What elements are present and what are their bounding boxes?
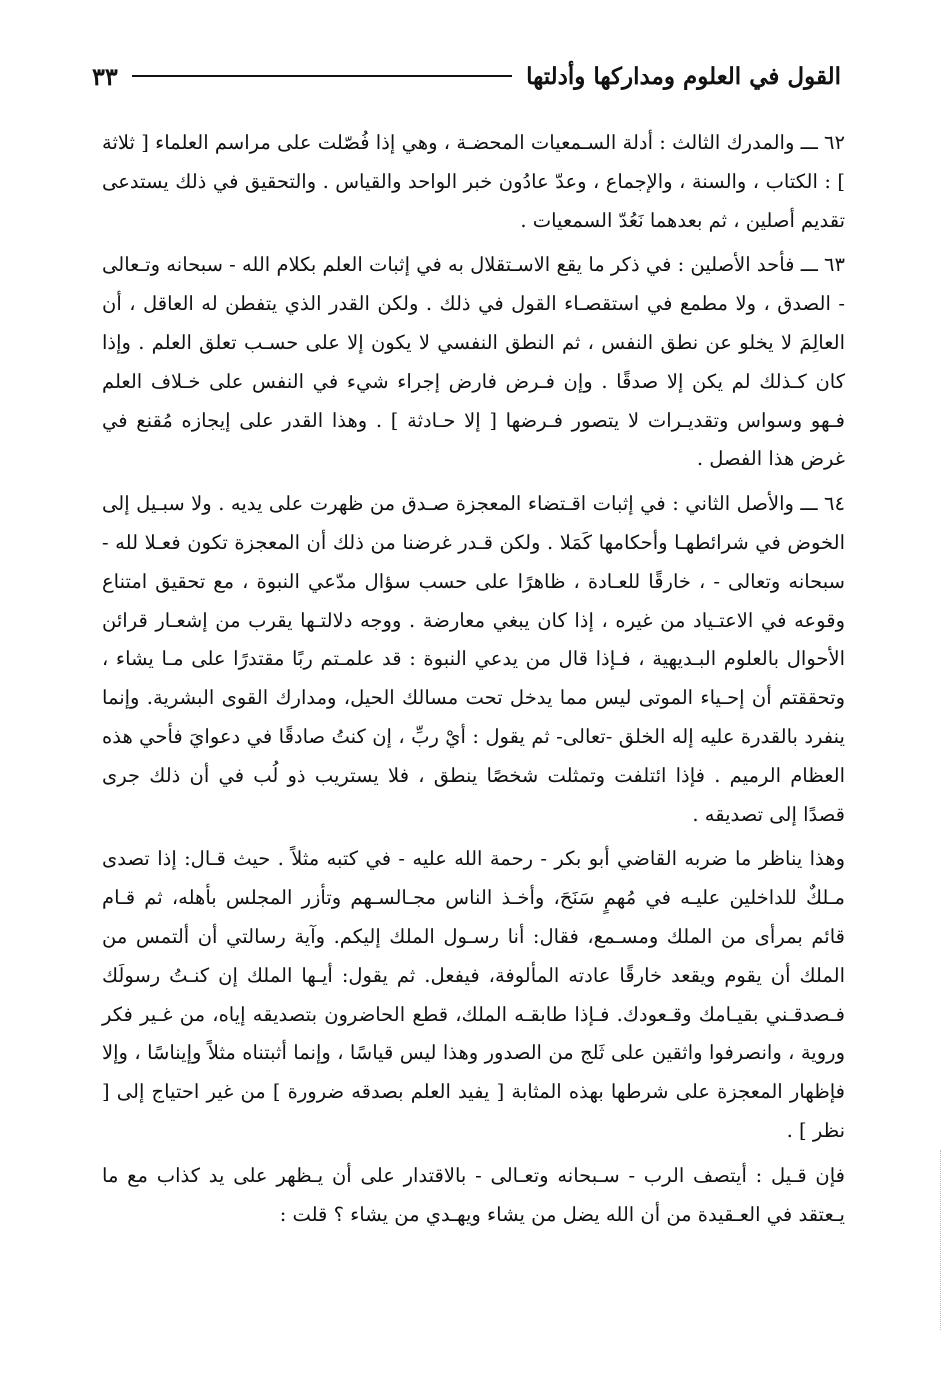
paragraph-text: والمدرك الثالث : أدلة السـمعيات المحضـة ، وهي إذا فُصّلت على مراسم العلماء [ ثلاثة ] : الكتاب ، والسنة ، والإجماع ، وعدّ عادُون خبر الواحد والقياس . والتحقيق في ذلك يستدعى تقديم أصلين ، ثم بعدهما نَعُدّ السمعيات . [102, 131, 845, 232]
paragraph-64 [102, 485, 845, 834]
page-number: ٣٣ [92, 61, 118, 91]
paragraph-number: ٦٢ ـــ [800, 131, 845, 154]
paragraph-number: ٦٤ ـــ [800, 492, 845, 516]
paragraph-number: ٦٣ ـــ [800, 253, 845, 277]
paragraph-text: وهذا يناظر ما ضربه القاضي أبو بكر - رحمة الله عليه - في كتبه مثلاً . حيث قـال: إذا تصدى مـلكٌ للداخلين عليـه في مُهمٍ سَنَحَ، وأخـذ الناس مجـالسـهم وتأزر المجلس بأهله، ثم قـام قائم بمرأى من الملك ومسـمع، فقال: أنا رسـول الملك إليكم. وآية رسالتي أن ألتمس من الملك أن يقوم ويقعد خارقًا عادته المألوفة، فيفعل. ثم يقول: أيـها الملك إن كنـتُ رسولَك فـصدقـني بقيـامك وقـعودك. فـإذا طابقـه الملك، قطع الحاضرون بتصديقه إياه، من غـير فكر وروية ، وانصرفوا واثقين على ثَلج من الصدور وهذا ليس قياسًا ، وإنما أثبتناه مثلاً وإيناسًا ، وإلا فإظهار المعجزة على شرطها بهذه المثابة [ يفيد العلم بصدقه ضرورة ] من غير احتياج إلى [ نظر ] . [102, 847, 845, 1142]
page-body [102, 124, 845, 1240]
paragraph-objection [102, 1157, 845, 1235]
paragraph-analogy [102, 840, 845, 1150]
paragraph-text: فإن قـيل : أيتصف الرب - سـبحانه وتعـالى - بالاقتدار على أن يـظهر على يد كذاب مع ما يـعتقد في العـقيدة من أن الله يضل من يشاء ويهـدي من يشاء ؟ قلت : [102, 1163, 845, 1226]
paragraph-63 [102, 246, 845, 479]
header-rule [132, 75, 512, 77]
running-title: القول في العلوم ومداركها وأدلتها [526, 62, 841, 90]
paragraph-text: فأحد الأصلين : في ذكر ما يقع الاسـتقلال به في إثبات العلم بكلام الله - سبحانه وتـعالى - الصدق ، ولا مطمع في استقصـاء القول في ذلك . ولكن القدر الذي يتفطن له العاقل ، أن العالِمَ لا يخلو عن نطق النفس ، ثم النطق النفسي لا يكون إلا على حسـب تعلق العلم . وإذا كان كـذلك لم يكن إلا صدقًا . وإن فـرض فارض إجراء شيء في النفس على خـلاف العلم فـهو وسواس وتقديـرات لا يتصور فـرضها [ إلا حـادثة ] . وهذا القدر على إيجازه مُقنع في غرض هذا الفصل . [102, 253, 845, 471]
scan-edge-mark [932, 1150, 941, 1330]
paragraph-62 [102, 124, 845, 240]
page-header [92, 56, 841, 96]
paragraph-text: والأصل الثاني : في إثبات اقـتضاء المعجزة صـدق من ظهرت على يديه . ولا سبـيل إلى الخوض في شرائطهـا وأحكامها كَمَلا . ولكن قـدر غرضنا من ذلك أن المعجزة تكون فعـلا لله - سبحانه وتعالى - ، خارقًا للعـادة ، ظاهرًا على حسب سؤال مدّعي النبوة ، مع تحقيق امتناع وقوعه في الاعتـياد من غيره ، إذا كان يبغي معارضة . ووجه دلالتـها يقرب من إشعـار قرائن الأحوال بالعلوم البـديهية ، فـإذا قال من يدعي النبوة : قد علمـتم ربًا مقتدرًا على مـا يشاء ، وتحققتم أن إحـياء الموتى ليس مما يدخل تحت مسالك الحيل، ومدارك القوى البشرية. وإنما ينفرد بالقدرة عليه إله الخلق -تعالى- ثم يقول : أيْ ربِّ ، إن كنتُ صادقًا في دعوايَ فأحي هذه العظام الرميم . فإذا ائتلفت وتمثلت شخصًا ينطق ، فلا يستريب ذو لُب في أن ذلك جرى قصدًا إلى تصديقه . [102, 492, 845, 826]
